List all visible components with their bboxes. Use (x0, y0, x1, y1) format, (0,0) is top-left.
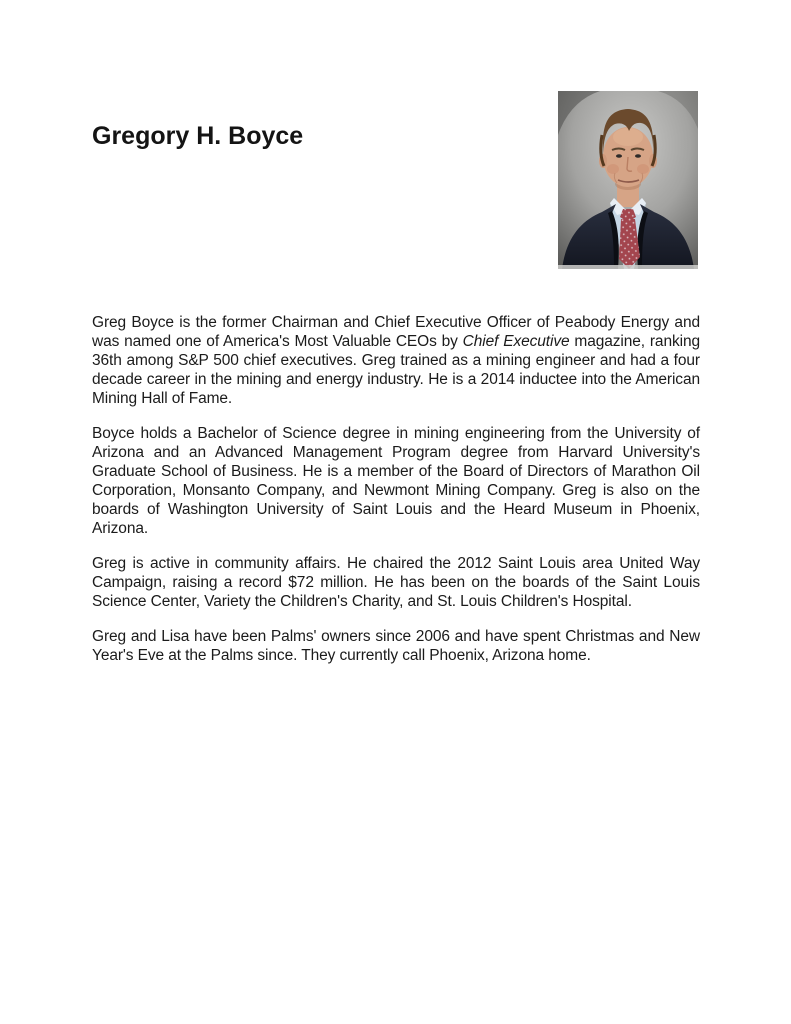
page-title: Gregory H. Boyce (92, 122, 304, 150)
forehead-highlight (613, 128, 643, 146)
portrait-photo-image (558, 91, 698, 269)
bio-paragraph-career-text-2: magazine, ranking 36th among S&P 500 chief executives. Greg trained as a mining engineer and had a four decade career in the mining and energy industry. He is a 2014 inductee into the American Mining Hall of Fame. (92, 333, 701, 407)
bio-paragraph-education-boards: Boyce holds a Bachelor of Science degree in mining engineering from the University of Arizona and an Advanced Management Program degree from Harvard University's Graduate School of Business. He is a member of the Board of Directors of Marathon Oil Corporation, Monsanto Company, and Newmont Mining Company. Greg is also on the boards of Washington University of Saint Louis and the Heard Museum in Phoenix, Arizona. (92, 425, 700, 537)
left-eye (616, 154, 622, 158)
bio-text (92, 313, 700, 665)
right-cheek (637, 164, 649, 174)
right-eye (635, 154, 641, 158)
portrait-photo (558, 91, 698, 269)
magazine-name: Chief Executive (462, 333, 570, 350)
bio-paragraph-career (92, 313, 700, 408)
bio-paragraph-career-text-1: Greg Boyce is the former Chairman and Chief Executive Officer of Peabody Energy and was named one of America's Most Valuable CEOs by (92, 314, 700, 350)
left-cheek (607, 164, 619, 174)
bio-paragraph-personal: Greg and Lisa have been Palms' owners since 2006 and have spent Christmas and New Year's Eve at the Palms since. They currently call Phoenix, Arizona home. (92, 628, 700, 664)
photo-bottom-strip (558, 265, 698, 269)
bio-paragraph-community: Greg is active in community affairs. He chaired the 2012 Saint Louis area United Way Campaign, raising a record $72 million. He has been on the boards of the Saint Louis Science Center, Variety the Children's Charity, and St. Louis Children's Hospital. (92, 555, 700, 610)
